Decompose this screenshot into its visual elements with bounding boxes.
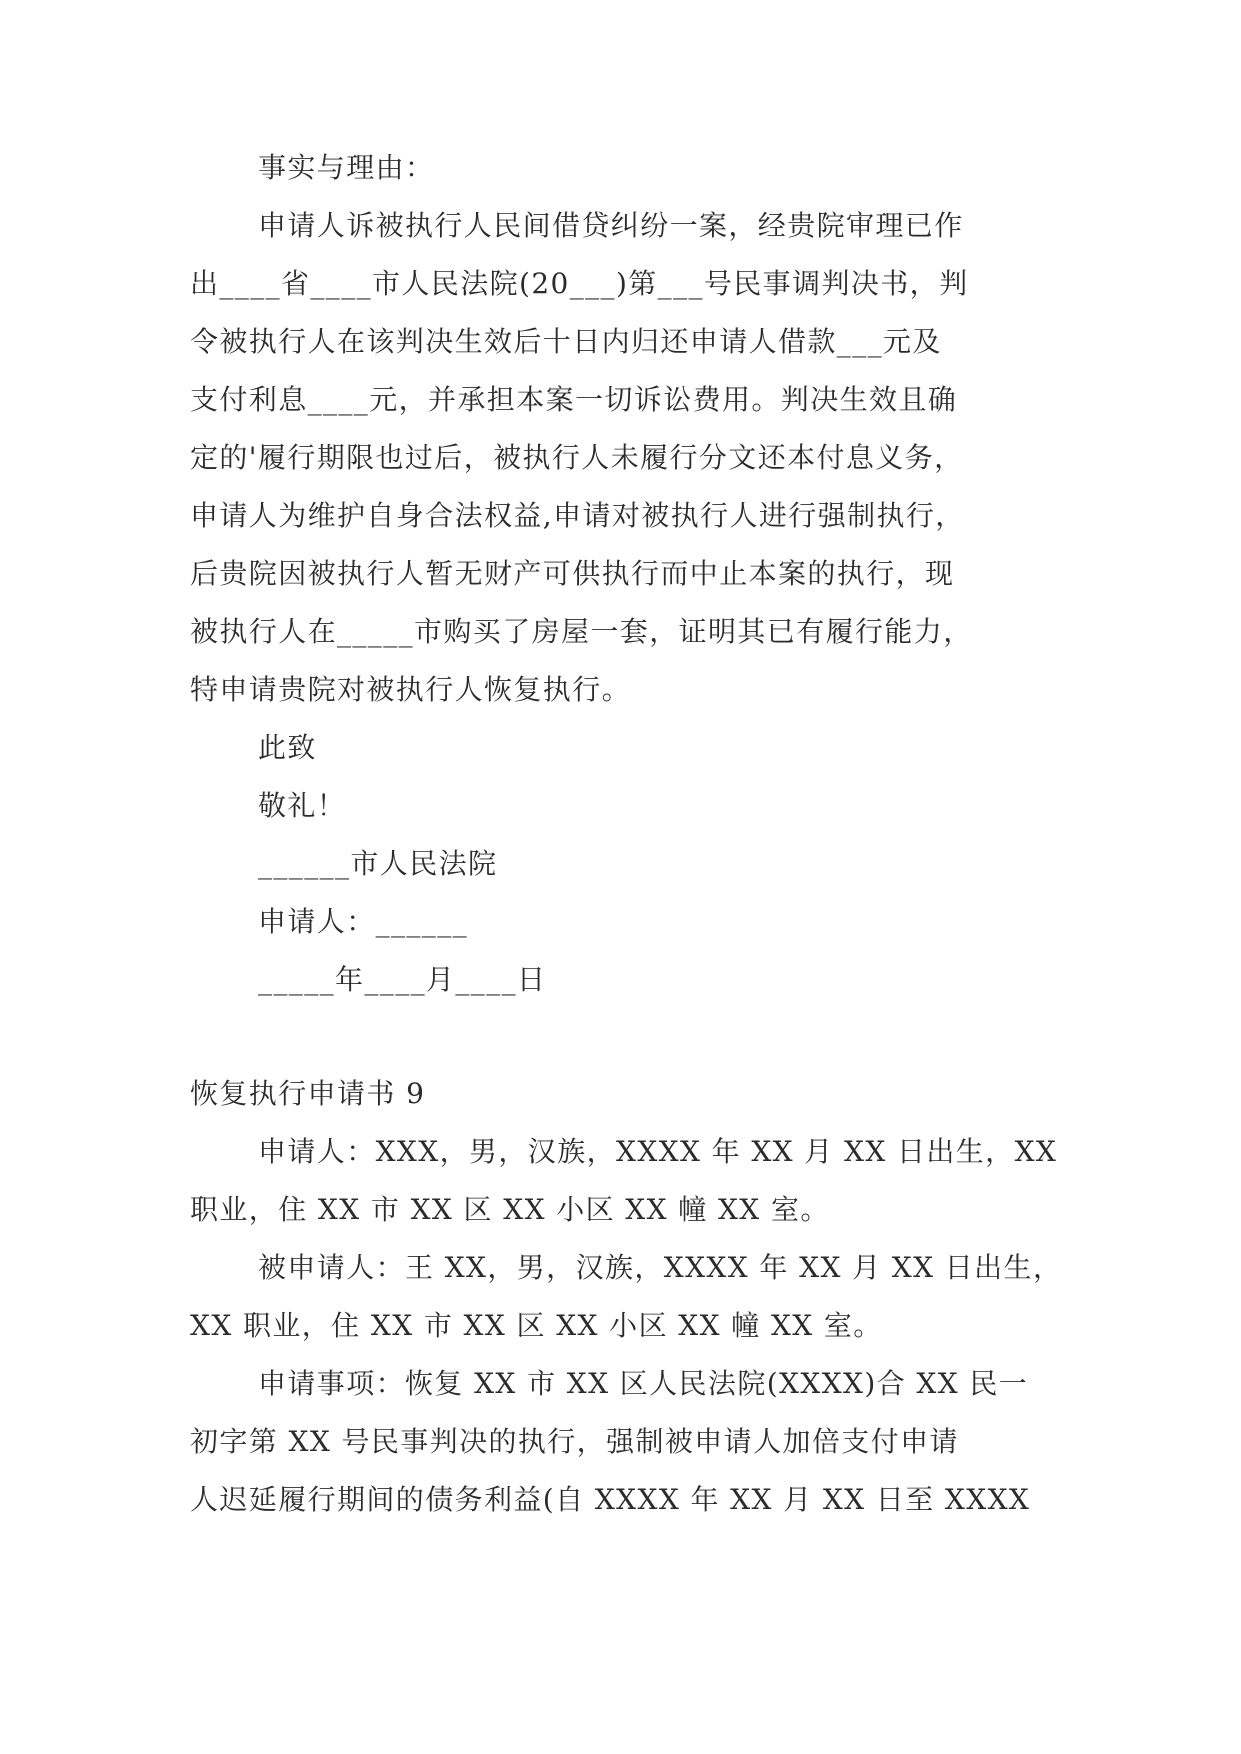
paragraph-line: 初字第 XX 号民事判决的执行，强制被申请人加倍支付申请 (190, 1425, 959, 1458)
applicant-signature-line: 申请人：______ (258, 905, 469, 938)
court-line: ______市人民法院 (258, 847, 498, 880)
closing-line: 此致 (258, 731, 317, 764)
paragraph-line: 人迟延履行期间的债务利益(自 XXXX 年 XX 月 XX 日至 XXXX (190, 1483, 1031, 1516)
paragraph-line: 定的'履行期限也过后，被执行人未履行分文还本付息义务， (190, 441, 964, 474)
paragraph-line: 职业，住 XX 市 XX 区 XX 小区 XX 幢 XX 室。 (190, 1193, 830, 1226)
paragraph-line: 后贵院因被执行人暂无财产可供执行而中止本案的执行，现 (190, 557, 955, 590)
paragraph-line: 出____省____市人民法院(20___)第___号民事调判决书，判 (190, 267, 969, 300)
paragraph-line: 支付利息____元，并承担本案一切诉讼费用。判决生效且确 (190, 383, 958, 416)
paragraph-line: 被申请人：王 XX，男，汉族，XXXX 年 XX 月 XX 日出生， (258, 1251, 1063, 1284)
salute-line: 敬礼！ (258, 789, 347, 822)
paragraph-line: 申请人：XXX，男，汉族，XXXX 年 XX 月 XX 日出生，XX (258, 1135, 1058, 1168)
document-title: 恢复执行申请书 9 (190, 1077, 426, 1110)
section-heading: 事实与理由： (258, 151, 435, 184)
paragraph-line: XX 职业，住 XX 市 XX 区 XX 小区 XX 幢 XX 室。 (190, 1309, 883, 1342)
paragraph-line: 令被执行人在该判决生效后十日内归还申请人借款___元及 (190, 325, 942, 358)
date-line: _____年____月____日 (258, 963, 547, 996)
paragraph-line: 申请人诉被执行人民间借贷纠纷一案，经贵院审理已作 (258, 209, 964, 242)
paragraph-line: 申请事项：恢复 XX 市 XX 区人民法院(XXXX)合 XX 民一 (258, 1367, 1029, 1400)
paragraph-line: 被执行人在_____市购买了房屋一套，证明其已有履行能力， (190, 615, 973, 648)
paragraph-line: 特申请贵院对被执行人恢复执行。 (190, 673, 632, 706)
paragraph-line: 申请人为维护自身合法权益,申请对被执行人进行强制执行， (190, 499, 965, 532)
